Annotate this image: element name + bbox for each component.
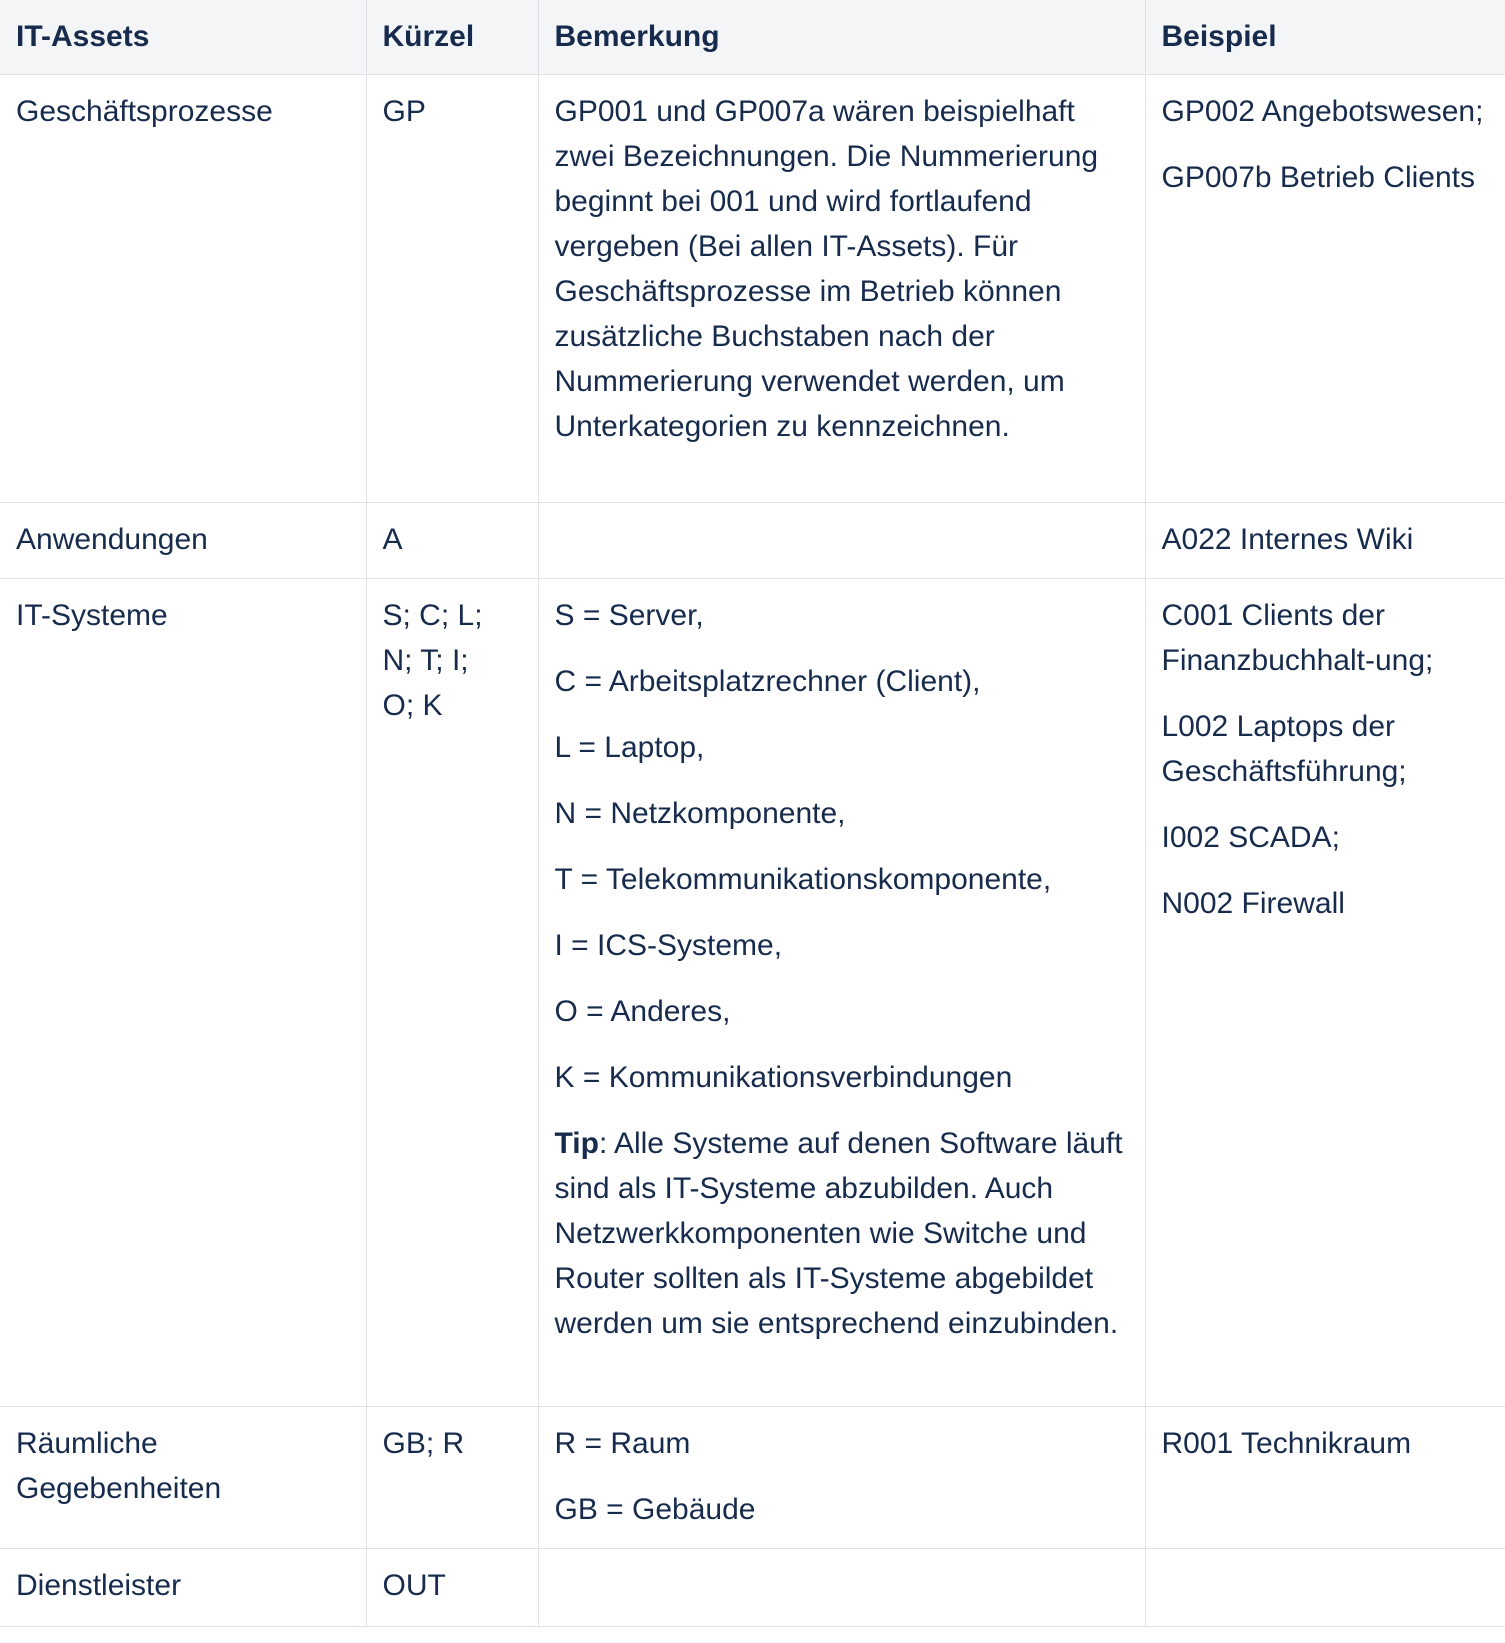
table-row: [0, 74, 1505, 502]
asset-cell: Geschäftsprozesse: [0, 74, 366, 502]
abbr-cell: [366, 502, 538, 578]
abbr-line: GP: [382, 94, 426, 128]
asset-cell: IT-Systeme: [0, 578, 366, 1406]
abbr-line: N; T; I;: [382, 643, 469, 677]
example-paragraph: GP007b Betrieb Clients: [1161, 160, 1476, 194]
example-paragraph: L002 Laptops der Geschäftsführung;: [1161, 709, 1407, 788]
abbr-cell: [366, 74, 538, 502]
header-kuerzel: Kürzel: [366, 0, 538, 74]
asset-cell: Räumliche Gegebenheiten: [0, 1406, 366, 1548]
remark-paragraph: GP001 und GP007a wären beispielhaft zwei Bezeichnungen. Die Nummerierung beginnt bei 001 und wird fortlaufend vergeben (Bei allen IT-Assets). Für Geschäftsprozesse im Betrieb können zusätzliche Buchstaben nach der Nummerierung verwendet werden, um Unterkategorien zu kennzeichnen.: [554, 94, 1099, 443]
example-paragraph: R001 Technikraum: [1161, 1426, 1412, 1460]
tip-paragraph: [555, 1121, 1129, 1346]
tip-label: Tip: [554, 1126, 599, 1160]
remark-paragraph: R = Raum: [554, 1426, 691, 1460]
abbr-line: OUT: [382, 1568, 446, 1602]
remark-cell: [538, 502, 1145, 578]
remark-cell: [538, 1406, 1145, 1548]
example-paragraph: GP002 Angebotswesen;: [1161, 94, 1484, 128]
table-row: [0, 502, 1505, 578]
remark-cell: [538, 74, 1145, 502]
remark-cell: [538, 578, 1145, 1406]
remark-paragraph: O = Anderes,: [554, 994, 731, 1028]
remark-paragraph: GB = Gebäude: [554, 1492, 756, 1526]
example-cell: [1145, 1548, 1505, 1626]
remark-cell: [538, 1548, 1145, 1626]
abbr-cell: [366, 578, 538, 1406]
abbr-line: O; K: [382, 688, 443, 722]
table-header-row: [0, 0, 1505, 74]
remark-paragraph: L = Laptop,: [554, 730, 705, 764]
abbr-cell: [366, 1406, 538, 1548]
example-paragraph: C001 Clients der Finanzbuchhalt-ung;: [1161, 598, 1434, 677]
abbr-cell: [366, 1548, 538, 1626]
remark-paragraph: C = Arbeitsplatzrechner (Client),: [554, 664, 981, 698]
abbr-line: S; C; L;: [382, 598, 483, 632]
table-row: [0, 1406, 1505, 1548]
remark-paragraph: S = Server,: [554, 598, 704, 632]
header-bemerkung: Bemerkung: [538, 0, 1145, 74]
header-it-assets: IT-Assets: [0, 0, 366, 74]
asset-cell: Dienstleister: [0, 1548, 366, 1626]
header-beispiel: Beispiel: [1145, 0, 1505, 74]
abbr-line: GB; R: [382, 1426, 465, 1460]
remark-paragraph: K = Kommunikationsverbindungen: [554, 1060, 1013, 1094]
remark-paragraph: N = Netzkomponente,: [554, 796, 846, 830]
table-row: [0, 578, 1505, 1406]
example-paragraph: A022 Internes Wiki: [1161, 522, 1414, 556]
remark-paragraph: T = Telekommunikationskomponente,: [554, 862, 1052, 896]
table-row: [0, 1548, 1505, 1626]
remark-paragraph: I = ICS-Systeme,: [554, 928, 783, 962]
asset-cell: Anwendungen: [0, 502, 366, 578]
tip-text: : Alle Systeme auf denen Software läuft sind als IT-Systeme abzubilden. Auch Netzwerkkomponenten wie Switche und Router sollten als IT-Systeme abgebildet werden um sie entsprechend einzubinden.: [554, 1126, 1123, 1340]
example-cell: [1145, 578, 1505, 1406]
abbr-line: A: [382, 522, 403, 556]
example-paragraph: N002 Firewall: [1161, 886, 1345, 920]
example-cell: [1145, 502, 1505, 578]
example-cell: [1145, 74, 1505, 502]
example-paragraph: I002 SCADA;: [1161, 820, 1340, 854]
example-cell: [1145, 1406, 1505, 1548]
